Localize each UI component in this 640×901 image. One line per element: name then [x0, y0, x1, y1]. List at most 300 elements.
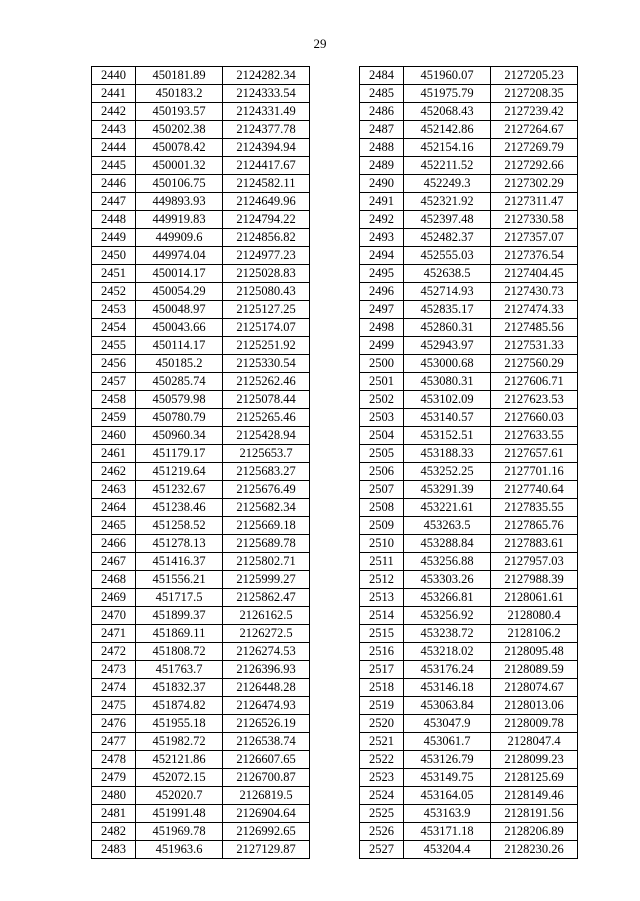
point-number-cell: 2504: [360, 427, 404, 445]
table-row: [92, 319, 310, 337]
x-coordinate-cell: 450960.34: [136, 427, 223, 445]
point-number-cell: 2479: [92, 769, 136, 787]
x-coordinate-cell: 453252.25: [404, 463, 491, 481]
y-coordinate-cell: 2126162.5: [223, 607, 310, 625]
x-coordinate-cell: 450043.66: [136, 319, 223, 337]
x-coordinate-cell: 452835.17: [404, 301, 491, 319]
point-number-cell: 2526: [360, 823, 404, 841]
y-coordinate-cell: 2127957.03: [491, 553, 578, 571]
table-row: [92, 445, 310, 463]
x-coordinate-cell: 453303.26: [404, 571, 491, 589]
table-row: [360, 805, 578, 823]
x-coordinate-cell: 453146.18: [404, 679, 491, 697]
point-number-cell: 2475: [92, 697, 136, 715]
point-number-cell: 2481: [92, 805, 136, 823]
y-coordinate-cell: 2125251.92: [223, 337, 310, 355]
y-coordinate-cell: 2127633.55: [491, 427, 578, 445]
table-row: [92, 229, 310, 247]
x-coordinate-cell: 453102.09: [404, 391, 491, 409]
y-coordinate-cell: 2127239.42: [491, 103, 578, 121]
x-coordinate-cell: 453171.18: [404, 823, 491, 841]
x-coordinate-cell: 451832.37: [136, 679, 223, 697]
y-coordinate-cell: 2128099.23: [491, 751, 578, 769]
table-row: [92, 733, 310, 751]
table-row: [92, 589, 310, 607]
x-coordinate-cell: 453204.4: [404, 841, 491, 859]
point-number-cell: 2447: [92, 193, 136, 211]
x-coordinate-cell: 452249.3: [404, 175, 491, 193]
point-number-cell: 2452: [92, 283, 136, 301]
point-number-cell: 2484: [360, 67, 404, 85]
y-coordinate-cell: 2124977.23: [223, 247, 310, 265]
y-coordinate-cell: 2125999.27: [223, 571, 310, 589]
table-row: [92, 661, 310, 679]
table-row: [92, 625, 310, 643]
y-coordinate-cell: 2127474.33: [491, 301, 578, 319]
y-coordinate-cell: 2128089.59: [491, 661, 578, 679]
table-row: [360, 463, 578, 481]
y-coordinate-cell: 2128013.06: [491, 697, 578, 715]
x-coordinate-cell: 451975.79: [404, 85, 491, 103]
point-number-cell: 2480: [92, 787, 136, 805]
table-row: [92, 571, 310, 589]
y-coordinate-cell: 2125265.46: [223, 409, 310, 427]
point-number-cell: 2477: [92, 733, 136, 751]
point-number-cell: 2458: [92, 391, 136, 409]
table-row: [360, 121, 578, 139]
table-row: [92, 751, 310, 769]
point-number-cell: 2470: [92, 607, 136, 625]
y-coordinate-cell: 2127701.16: [491, 463, 578, 481]
table-row: [360, 643, 578, 661]
table-row: [360, 103, 578, 121]
point-number-cell: 2505: [360, 445, 404, 463]
x-coordinate-cell: 452211.52: [404, 157, 491, 175]
x-coordinate-cell: 449974.04: [136, 247, 223, 265]
x-coordinate-cell: 453256.92: [404, 607, 491, 625]
point-number-cell: 2515: [360, 625, 404, 643]
table-row: [92, 607, 310, 625]
x-coordinate-cell: 451556.21: [136, 571, 223, 589]
y-coordinate-cell: 2125262.46: [223, 373, 310, 391]
x-coordinate-cell: 451717.5: [136, 589, 223, 607]
table-row: [360, 841, 578, 859]
y-coordinate-cell: 2128047.4: [491, 733, 578, 751]
point-number-cell: 2482: [92, 823, 136, 841]
point-number-cell: 2441: [92, 85, 136, 103]
point-number-cell: 2503: [360, 409, 404, 427]
table-row: [92, 391, 310, 409]
point-number-cell: 2492: [360, 211, 404, 229]
x-coordinate-cell: 452321.92: [404, 193, 491, 211]
x-coordinate-cell: 449909.6: [136, 229, 223, 247]
table-row: [92, 697, 310, 715]
y-coordinate-cell: 2126526.19: [223, 715, 310, 733]
table-row: [92, 355, 310, 373]
x-coordinate-cell: 453047.9: [404, 715, 491, 733]
x-coordinate-cell: 453256.88: [404, 553, 491, 571]
point-number-cell: 2487: [360, 121, 404, 139]
y-coordinate-cell: 2124649.96: [223, 193, 310, 211]
y-coordinate-cell: 2125683.27: [223, 463, 310, 481]
point-number-cell: 2496: [360, 283, 404, 301]
point-number-cell: 2444: [92, 139, 136, 157]
y-coordinate-cell: 2124582.11: [223, 175, 310, 193]
table-row: [92, 679, 310, 697]
x-coordinate-cell: 451955.18: [136, 715, 223, 733]
coordinate-table-left: [91, 66, 310, 859]
x-coordinate-cell: 450001.32: [136, 157, 223, 175]
y-coordinate-cell: 2125669.18: [223, 517, 310, 535]
point-number-cell: 2488: [360, 139, 404, 157]
x-coordinate-cell: 453188.33: [404, 445, 491, 463]
x-coordinate-cell: 451238.46: [136, 499, 223, 517]
y-coordinate-cell: 2127302.29: [491, 175, 578, 193]
y-coordinate-cell: 2124333.54: [223, 85, 310, 103]
x-coordinate-cell: 453149.75: [404, 769, 491, 787]
table-row: [360, 427, 578, 445]
y-coordinate-cell: 2126992.65: [223, 823, 310, 841]
x-coordinate-cell: 452555.03: [404, 247, 491, 265]
x-coordinate-cell: 451416.37: [136, 553, 223, 571]
point-number-cell: 2512: [360, 571, 404, 589]
point-number-cell: 2506: [360, 463, 404, 481]
y-coordinate-cell: 2128106.2: [491, 625, 578, 643]
point-number-cell: 2499: [360, 337, 404, 355]
x-coordinate-cell: 450078.42: [136, 139, 223, 157]
y-coordinate-cell: 2127205.23: [491, 67, 578, 85]
x-coordinate-cell: 451219.64: [136, 463, 223, 481]
point-number-cell: 2466: [92, 535, 136, 553]
x-coordinate-cell: 452482.37: [404, 229, 491, 247]
y-coordinate-cell: 2125127.25: [223, 301, 310, 319]
y-coordinate-cell: 2127835.55: [491, 499, 578, 517]
x-coordinate-cell: 451874.82: [136, 697, 223, 715]
y-coordinate-cell: 2127660.03: [491, 409, 578, 427]
y-coordinate-cell: 2127292.66: [491, 157, 578, 175]
y-coordinate-cell: 2127311.47: [491, 193, 578, 211]
page-number: 29: [313, 36, 327, 51]
point-number-cell: 2519: [360, 697, 404, 715]
point-number-cell: 2510: [360, 535, 404, 553]
x-coordinate-cell: 450114.17: [136, 337, 223, 355]
x-coordinate-cell: 452142.86: [404, 121, 491, 139]
y-coordinate-cell: 2127357.07: [491, 229, 578, 247]
y-coordinate-cell: 2126819.5: [223, 787, 310, 805]
x-coordinate-cell: 453288.84: [404, 535, 491, 553]
point-number-cell: 2520: [360, 715, 404, 733]
point-number-cell: 2501: [360, 373, 404, 391]
point-number-cell: 2522: [360, 751, 404, 769]
x-coordinate-cell: 449893.93: [136, 193, 223, 211]
table-row: [360, 589, 578, 607]
x-coordinate-cell: 451982.72: [136, 733, 223, 751]
point-number-cell: 2463: [92, 481, 136, 499]
point-number-cell: 2446: [92, 175, 136, 193]
y-coordinate-cell: 2127330.58: [491, 211, 578, 229]
y-coordinate-cell: 2128080.4: [491, 607, 578, 625]
x-coordinate-cell: 453000.68: [404, 355, 491, 373]
point-number-cell: 2521: [360, 733, 404, 751]
table-row: [360, 697, 578, 715]
table-row: [360, 823, 578, 841]
x-coordinate-cell: 451899.37: [136, 607, 223, 625]
x-coordinate-cell: 452020.7: [136, 787, 223, 805]
table-row: [360, 355, 578, 373]
y-coordinate-cell: 2124377.78: [223, 121, 310, 139]
y-coordinate-cell: 2127531.33: [491, 337, 578, 355]
x-coordinate-cell: 453163.9: [404, 805, 491, 823]
table-row: [92, 481, 310, 499]
point-number-cell: 2461: [92, 445, 136, 463]
y-coordinate-cell: 2127264.67: [491, 121, 578, 139]
point-number-cell: 2517: [360, 661, 404, 679]
x-coordinate-cell: 450181.89: [136, 67, 223, 85]
table-row: [360, 445, 578, 463]
y-coordinate-cell: 2127865.76: [491, 517, 578, 535]
x-coordinate-cell: 451969.78: [136, 823, 223, 841]
table-row: [360, 409, 578, 427]
coordinate-table-right: [359, 66, 578, 859]
x-coordinate-cell: 451808.72: [136, 643, 223, 661]
point-number-cell: 2523: [360, 769, 404, 787]
x-coordinate-cell: 451763.7: [136, 661, 223, 679]
table-row: [360, 481, 578, 499]
y-coordinate-cell: 2124856.82: [223, 229, 310, 247]
x-coordinate-cell: 452860.31: [404, 319, 491, 337]
table-row: [92, 211, 310, 229]
table-row: [92, 157, 310, 175]
y-coordinate-cell: 2125330.54: [223, 355, 310, 373]
table-row: [360, 607, 578, 625]
x-coordinate-cell: 450183.2: [136, 85, 223, 103]
x-coordinate-cell: 453263.5: [404, 517, 491, 535]
y-coordinate-cell: 2125174.07: [223, 319, 310, 337]
table-row: [360, 373, 578, 391]
x-coordinate-cell: 450048.97: [136, 301, 223, 319]
x-coordinate-cell: 453140.57: [404, 409, 491, 427]
point-number-cell: 2460: [92, 427, 136, 445]
table-row: [360, 337, 578, 355]
point-number-cell: 2507: [360, 481, 404, 499]
table-row: [360, 625, 578, 643]
point-number-cell: 2471: [92, 625, 136, 643]
x-coordinate-cell: 453176.24: [404, 661, 491, 679]
x-coordinate-cell: 450780.79: [136, 409, 223, 427]
point-number-cell: 2455: [92, 337, 136, 355]
x-coordinate-cell: 452397.48: [404, 211, 491, 229]
table-row: [360, 67, 578, 85]
y-coordinate-cell: 2126274.53: [223, 643, 310, 661]
x-coordinate-cell: 453291.39: [404, 481, 491, 499]
y-coordinate-cell: 2128206.89: [491, 823, 578, 841]
table-row: [360, 787, 578, 805]
point-number-cell: 2453: [92, 301, 136, 319]
table-row: [92, 499, 310, 517]
point-number-cell: 2472: [92, 643, 136, 661]
point-number-cell: 2527: [360, 841, 404, 859]
point-number-cell: 2524: [360, 787, 404, 805]
point-number-cell: 2448: [92, 211, 136, 229]
y-coordinate-cell: 2126607.65: [223, 751, 310, 769]
point-number-cell: 2443: [92, 121, 136, 139]
y-coordinate-cell: 2126272.5: [223, 625, 310, 643]
y-coordinate-cell: 2127376.54: [491, 247, 578, 265]
point-number-cell: 2465: [92, 517, 136, 535]
table-row: [360, 517, 578, 535]
point-number-cell: 2449: [92, 229, 136, 247]
table-row: [92, 265, 310, 283]
point-number-cell: 2511: [360, 553, 404, 571]
point-number-cell: 2485: [360, 85, 404, 103]
y-coordinate-cell: 2125028.83: [223, 265, 310, 283]
x-coordinate-cell: 450014.17: [136, 265, 223, 283]
y-coordinate-cell: 2125080.43: [223, 283, 310, 301]
point-number-cell: 2440: [92, 67, 136, 85]
y-coordinate-cell: 2126700.87: [223, 769, 310, 787]
table-row: [92, 715, 310, 733]
y-coordinate-cell: 2127430.73: [491, 283, 578, 301]
y-coordinate-cell: 2126474.93: [223, 697, 310, 715]
table-row: [360, 283, 578, 301]
y-coordinate-cell: 2126448.28: [223, 679, 310, 697]
y-coordinate-cell: 2125682.34: [223, 499, 310, 517]
y-coordinate-cell: 2128191.56: [491, 805, 578, 823]
y-coordinate-cell: 2128009.78: [491, 715, 578, 733]
y-coordinate-cell: 2124394.94: [223, 139, 310, 157]
point-number-cell: 2495: [360, 265, 404, 283]
x-coordinate-cell: 450054.29: [136, 283, 223, 301]
point-number-cell: 2513: [360, 589, 404, 607]
table-row: [92, 841, 310, 859]
y-coordinate-cell: 2124417.67: [223, 157, 310, 175]
table-row: [360, 751, 578, 769]
x-coordinate-cell: 449919.83: [136, 211, 223, 229]
table-row: [360, 499, 578, 517]
table-row: [360, 733, 578, 751]
point-number-cell: 2525: [360, 805, 404, 823]
y-coordinate-cell: 2127883.61: [491, 535, 578, 553]
point-number-cell: 2454: [92, 319, 136, 337]
point-number-cell: 2457: [92, 373, 136, 391]
table-row: [92, 373, 310, 391]
table-row: [360, 265, 578, 283]
point-number-cell: 2498: [360, 319, 404, 337]
point-number-cell: 2490: [360, 175, 404, 193]
y-coordinate-cell: 2127485.56: [491, 319, 578, 337]
table-row: [360, 157, 578, 175]
point-number-cell: 2462: [92, 463, 136, 481]
point-number-cell: 2508: [360, 499, 404, 517]
table-row: [360, 85, 578, 103]
x-coordinate-cell: 452638.5: [404, 265, 491, 283]
x-coordinate-cell: 451869.11: [136, 625, 223, 643]
point-number-cell: 2474: [92, 679, 136, 697]
y-coordinate-cell: 2125862.47: [223, 589, 310, 607]
x-coordinate-cell: 450106.75: [136, 175, 223, 193]
y-coordinate-cell: 2126904.64: [223, 805, 310, 823]
x-coordinate-cell: 450193.57: [136, 103, 223, 121]
x-coordinate-cell: 453080.31: [404, 373, 491, 391]
y-coordinate-cell: 2126396.93: [223, 661, 310, 679]
table-row: [360, 211, 578, 229]
x-coordinate-cell: 453164.05: [404, 787, 491, 805]
y-coordinate-cell: 2128095.48: [491, 643, 578, 661]
y-coordinate-cell: 2127623.53: [491, 391, 578, 409]
table-row: [360, 661, 578, 679]
table-row: [360, 571, 578, 589]
point-number-cell: 2459: [92, 409, 136, 427]
y-coordinate-cell: 2124331.49: [223, 103, 310, 121]
table-row: [92, 823, 310, 841]
table-row: [360, 229, 578, 247]
table-row: [92, 139, 310, 157]
y-coordinate-cell: 2128061.61: [491, 589, 578, 607]
y-coordinate-cell: 2128125.69: [491, 769, 578, 787]
x-coordinate-cell: 452121.86: [136, 751, 223, 769]
table-row: [92, 769, 310, 787]
y-coordinate-cell: 2128230.26: [491, 841, 578, 859]
point-number-cell: 2467: [92, 553, 136, 571]
point-number-cell: 2514: [360, 607, 404, 625]
y-coordinate-cell: 2125689.78: [223, 535, 310, 553]
point-number-cell: 2469: [92, 589, 136, 607]
table-row: [360, 679, 578, 697]
y-coordinate-cell: 2127560.29: [491, 355, 578, 373]
point-number-cell: 2509: [360, 517, 404, 535]
x-coordinate-cell: 451991.48: [136, 805, 223, 823]
y-coordinate-cell: 2125676.49: [223, 481, 310, 499]
x-coordinate-cell: 451963.6: [136, 841, 223, 859]
table-row: [360, 391, 578, 409]
y-coordinate-cell: 2125078.44: [223, 391, 310, 409]
table-row: [92, 193, 310, 211]
point-number-cell: 2451: [92, 265, 136, 283]
y-coordinate-cell: 2127606.71: [491, 373, 578, 391]
table-row: [92, 409, 310, 427]
y-coordinate-cell: 2127129.87: [223, 841, 310, 859]
point-number-cell: 2473: [92, 661, 136, 679]
table-row: [92, 103, 310, 121]
y-coordinate-cell: 2128074.67: [491, 679, 578, 697]
table-row: [360, 319, 578, 337]
y-coordinate-cell: 2127208.35: [491, 85, 578, 103]
x-coordinate-cell: 450285.74: [136, 373, 223, 391]
point-number-cell: 2494: [360, 247, 404, 265]
point-number-cell: 2502: [360, 391, 404, 409]
point-number-cell: 2450: [92, 247, 136, 265]
table-row: [92, 553, 310, 571]
point-number-cell: 2464: [92, 499, 136, 517]
table-row: [360, 247, 578, 265]
point-number-cell: 2489: [360, 157, 404, 175]
table-row: [360, 535, 578, 553]
y-coordinate-cell: 2128149.46: [491, 787, 578, 805]
y-coordinate-cell: 2125653.7: [223, 445, 310, 463]
y-coordinate-cell: 2127404.45: [491, 265, 578, 283]
x-coordinate-cell: 453152.51: [404, 427, 491, 445]
y-coordinate-cell: 2125802.71: [223, 553, 310, 571]
x-coordinate-cell: 450579.98: [136, 391, 223, 409]
table-row: [92, 463, 310, 481]
table-row: [92, 427, 310, 445]
x-coordinate-cell: 453238.72: [404, 625, 491, 643]
point-number-cell: 2445: [92, 157, 136, 175]
table-row: [360, 553, 578, 571]
table-row: [360, 139, 578, 157]
x-coordinate-cell: 451960.07: [404, 67, 491, 85]
point-number-cell: 2486: [360, 103, 404, 121]
